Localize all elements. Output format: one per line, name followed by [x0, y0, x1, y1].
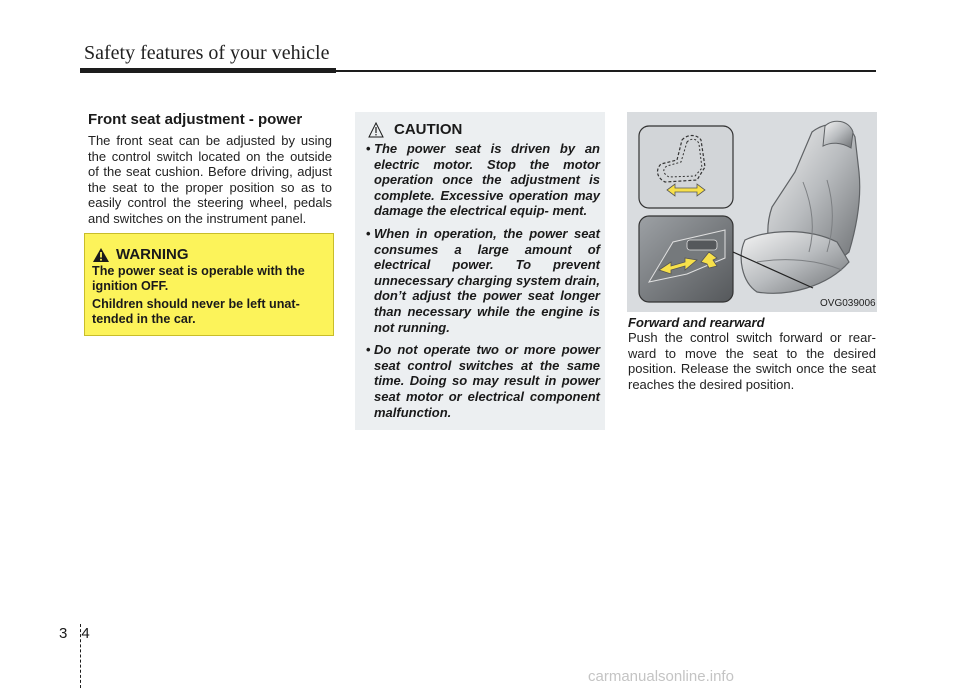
power-seat-illustration [627, 112, 877, 312]
warning-text [92, 264, 330, 330]
caution-item: • The power seat is driven by an electric motor. Stop the motor operation once the adjustment is complete. Excessive operation may damage the electrical equip- ment. [362, 141, 600, 219]
seat-outline-inset [639, 126, 733, 208]
caution-list [362, 141, 600, 427]
caution-triangle-icon [368, 122, 384, 138]
caution-title-label: CAUTION [394, 121, 463, 138]
power-seat-drawing [627, 112, 877, 312]
warning-line: The power seat is operable with the ignition OFF. [92, 264, 305, 294]
figure-code: OVG039006 [820, 298, 876, 309]
warning-title [92, 246, 189, 263]
section-heading: Front seat adjustment - power [88, 111, 303, 128]
forward-rearward-text: Push the control switch forward or rear- ward to move the seat to the desired position. Release the switch once the seat reaches the desired position. [628, 330, 876, 392]
header-rule-thin [336, 70, 876, 72]
page-header-title: Safety features of your vehicle [84, 42, 330, 64]
warning-title-label: WARNING [116, 246, 189, 263]
intro-paragraph: The front seat can be adjusted by using the control switch located on the outside of the seat cushion. Before driving, adjust the seat to the proper position so as to easily control the steering wheel, pedals and switches on the instrument panel. [88, 133, 332, 226]
watermark: carmanualsonline.info [588, 668, 734, 685]
caution-title [368, 121, 462, 138]
caution-item: • Do not operate two or more power seat control switches at the same time. Doing so may result in power seat motor or electrical component malfunction. [362, 342, 600, 420]
page-number: 34 [59, 625, 104, 642]
header-rule-thick [80, 68, 336, 73]
caution-item: • When in operation, the power seat consumes a large amount of electrical power. To prevent unnecessary charging system drain, don’t adjust the power seat longer than necessary while the engine is not running. [362, 226, 600, 335]
warning-triangle-icon [92, 247, 110, 263]
warning-line: Children should never be left unat- tended in the car. [92, 296, 300, 327]
forward-rearward-subheading: Forward and rearward [628, 315, 765, 330]
seat-icon [741, 121, 860, 293]
